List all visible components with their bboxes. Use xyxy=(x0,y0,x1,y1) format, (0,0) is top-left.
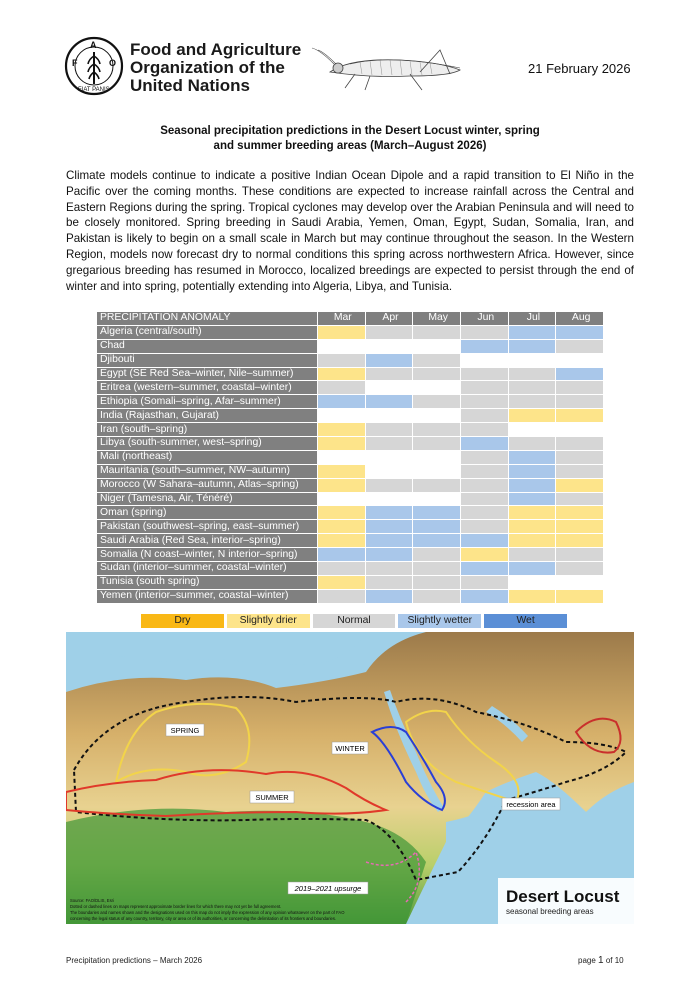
anomaly-cell xyxy=(461,534,508,547)
map-source-line-3: The boundaries and names shown and the designations used on this map do not imply the expression of any opinion whatsoever on the part of FAO xyxy=(70,910,345,915)
anomaly-cell xyxy=(366,562,413,575)
table-row xyxy=(97,520,603,533)
anomaly-cell xyxy=(509,368,556,381)
svg-text:SPRING: SPRING xyxy=(170,726,200,735)
anomaly-cell xyxy=(461,520,508,533)
month-header: Aug xyxy=(556,312,603,325)
month-header: May xyxy=(413,312,460,325)
legend-item: Slightly wetter xyxy=(398,614,481,628)
logo-letter-o: O xyxy=(109,58,117,68)
region-cell: Mali (northeast) xyxy=(97,451,317,464)
anomaly-cell xyxy=(556,340,603,353)
anomaly-cell xyxy=(318,381,365,394)
table-row xyxy=(97,562,603,575)
anomaly-cell xyxy=(509,534,556,547)
anomaly-cell xyxy=(556,437,603,450)
anomaly-cell xyxy=(413,506,460,519)
anomaly-cell xyxy=(461,590,508,603)
legend-item: Dry xyxy=(141,614,224,628)
svg-text:SUMMER: SUMMER xyxy=(255,793,289,802)
anomaly-cell xyxy=(509,493,556,506)
table-row xyxy=(97,576,603,589)
anomaly-cell xyxy=(509,381,556,394)
anomaly-cell xyxy=(556,451,603,464)
anomaly-cell xyxy=(509,520,556,533)
winter-label xyxy=(332,742,368,754)
anomaly-cell xyxy=(366,451,413,464)
anomaly-cell xyxy=(366,590,413,603)
anomaly-cell xyxy=(366,479,413,492)
table-row xyxy=(97,326,603,339)
table-row xyxy=(97,381,603,394)
anomaly-cell xyxy=(556,395,603,408)
region-cell: Somalia (N coast–winter, N interior–spring) xyxy=(97,548,317,561)
anomaly-cell xyxy=(461,395,508,408)
table-row xyxy=(97,590,603,603)
spring-label xyxy=(166,724,204,736)
svg-text:WINTER: WINTER xyxy=(335,744,365,753)
region-cell: Tunisia (south spring) xyxy=(97,576,317,589)
anomaly-cell xyxy=(318,479,365,492)
anomaly-cell xyxy=(509,451,556,464)
anomaly-legend xyxy=(141,614,567,628)
anomaly-cell xyxy=(461,437,508,450)
svg-text:recession area: recession area xyxy=(506,800,556,809)
region-cell: Niger (Tamesna, Air, Ténéré) xyxy=(97,493,317,506)
month-header: Jul xyxy=(509,312,556,325)
anomaly-cell xyxy=(318,437,365,450)
summer-label xyxy=(250,791,294,803)
anomaly-cell xyxy=(366,520,413,533)
month-header: Jun xyxy=(461,312,508,325)
region-cell: Eritrea (western–summer, coastal–winter) xyxy=(97,381,317,394)
anomaly-cell xyxy=(413,340,460,353)
anomaly-cell xyxy=(413,520,460,533)
anomaly-cell xyxy=(461,465,508,478)
map-brand-box xyxy=(498,878,634,924)
anomaly-cell xyxy=(413,368,460,381)
anomaly-cell xyxy=(556,493,603,506)
anomaly-cell xyxy=(556,409,603,422)
anomaly-cell xyxy=(318,576,365,589)
anomaly-cell xyxy=(413,465,460,478)
anomaly-cell xyxy=(413,590,460,603)
locust-illustration xyxy=(310,44,475,94)
anomaly-cell xyxy=(413,395,460,408)
anomaly-cell xyxy=(413,409,460,422)
month-header: Mar xyxy=(318,312,365,325)
anomaly-cell xyxy=(556,506,603,519)
title-line-1: Seasonal precipitation predictions in the Desert Locust winter, spring xyxy=(160,125,540,137)
anomaly-cell xyxy=(318,493,365,506)
anomaly-cell xyxy=(366,534,413,547)
anomaly-cell xyxy=(509,437,556,450)
region-cell: Djibouti xyxy=(97,354,317,367)
anomaly-cell xyxy=(461,409,508,422)
anomaly-cell xyxy=(509,576,556,589)
anomaly-cell xyxy=(556,576,603,589)
table-header-label: PRECIPITATION ANOMALY xyxy=(97,312,317,325)
table-row xyxy=(97,354,603,367)
region-cell: Egypt (SE Red Sea–winter, Nile–summer) xyxy=(97,368,317,381)
region-cell: Iran (south–spring) xyxy=(97,423,317,436)
table-body xyxy=(97,326,603,603)
anomaly-cell xyxy=(556,381,603,394)
anomaly-cell xyxy=(366,368,413,381)
anomaly-cell xyxy=(413,381,460,394)
anomaly-cell xyxy=(318,562,365,575)
region-cell: Saudi Arabia (Red Sea, interior–spring) xyxy=(97,534,317,547)
anomaly-cell xyxy=(413,354,460,367)
anomaly-cell xyxy=(413,437,460,450)
legend-item: Wet xyxy=(484,614,567,628)
anomaly-cell xyxy=(413,423,460,436)
breeding-areas-map xyxy=(66,632,634,924)
anomaly-cell xyxy=(509,395,556,408)
anomaly-cell xyxy=(509,326,556,339)
anomaly-cell xyxy=(556,590,603,603)
fao-logo xyxy=(64,36,124,96)
anomaly-cell xyxy=(461,423,508,436)
anomaly-cell xyxy=(509,423,556,436)
anomaly-cell xyxy=(556,562,603,575)
anomaly-cell xyxy=(461,493,508,506)
anomaly-cell xyxy=(509,548,556,561)
anomaly-cell xyxy=(509,409,556,422)
map-source-line-1: Source: FAO/DLIS, Esri xyxy=(70,898,114,903)
anomaly-cell xyxy=(461,368,508,381)
upsurge-label xyxy=(288,882,368,894)
anomaly-cell xyxy=(366,395,413,408)
anomaly-cell xyxy=(318,548,365,561)
anomaly-cell xyxy=(509,479,556,492)
map-source-line-4: concerning the legal status of any country, territory, city or area or of its authorities, or concerning the delimitation of its frontiers and boundaries. xyxy=(70,916,337,921)
precipitation-anomaly-table xyxy=(96,311,604,604)
anomaly-cell xyxy=(413,548,460,561)
table-row xyxy=(97,451,603,464)
anomaly-cell xyxy=(366,576,413,589)
anomaly-cell xyxy=(318,451,365,464)
month-header: Apr xyxy=(366,312,413,325)
anomaly-cell xyxy=(461,576,508,589)
legend-item: Slightly drier xyxy=(227,614,310,628)
org-name xyxy=(130,41,301,95)
region-cell: Yemen (interior–summer, coastal–winter) xyxy=(97,590,317,603)
anomaly-cell xyxy=(318,520,365,533)
svg-text:2019–2021 upsurge: 2019–2021 upsurge xyxy=(294,884,362,893)
map-brand-subtitle: seasonal breeding areas xyxy=(506,907,594,916)
table-row xyxy=(97,506,603,519)
table-row xyxy=(97,437,603,450)
anomaly-cell xyxy=(556,354,603,367)
anomaly-cell xyxy=(413,326,460,339)
page-of: of 10 xyxy=(605,956,624,965)
anomaly-cell xyxy=(413,451,460,464)
region-cell: Sudan (interior–summer, coastal–winter) xyxy=(97,562,317,575)
table-header-row xyxy=(97,312,603,325)
page-num: 1 xyxy=(598,955,604,966)
table-row xyxy=(97,534,603,547)
region-cell: Libya (south-summer, west–spring) xyxy=(97,437,317,450)
anomaly-cell xyxy=(556,520,603,533)
anomaly-cell xyxy=(461,340,508,353)
region-cell: Chad xyxy=(97,340,317,353)
page-number xyxy=(578,955,624,966)
anomaly-cell xyxy=(556,479,603,492)
map-source-line-2: Dotted or dashed lines on maps represent approximate border lines for which there may not yet be full agreement. xyxy=(70,904,282,909)
table-row xyxy=(97,340,603,353)
logo-letter-a: A xyxy=(90,40,97,50)
anomaly-cell xyxy=(318,340,365,353)
anomaly-cell xyxy=(556,548,603,561)
table-row xyxy=(97,423,603,436)
anomaly-cell xyxy=(366,423,413,436)
anomaly-cell xyxy=(509,590,556,603)
logo-letter-f: F xyxy=(72,58,78,68)
anomaly-cell xyxy=(461,354,508,367)
anomaly-cell xyxy=(366,381,413,394)
anomaly-cell xyxy=(413,493,460,506)
anomaly-cell xyxy=(413,534,460,547)
anomaly-cell xyxy=(556,534,603,547)
legend-item: Normal xyxy=(313,614,396,628)
anomaly-cell xyxy=(366,409,413,422)
anomaly-cell xyxy=(413,576,460,589)
anomaly-cell xyxy=(366,506,413,519)
anomaly-cell xyxy=(461,506,508,519)
anomaly-cell xyxy=(318,368,365,381)
anomaly-cell xyxy=(556,423,603,436)
anomaly-cell xyxy=(413,562,460,575)
anomaly-cell xyxy=(509,506,556,519)
region-cell: India (Rajasthan, Gujarat) xyxy=(97,409,317,422)
table-row xyxy=(97,479,603,492)
anomaly-cell xyxy=(366,437,413,450)
anomaly-cell xyxy=(461,562,508,575)
anomaly-cell xyxy=(366,465,413,478)
anomaly-cell xyxy=(318,354,365,367)
anomaly-cell xyxy=(318,465,365,478)
anomaly-cell xyxy=(318,395,365,408)
document-title xyxy=(0,124,700,154)
intro-paragraph: Climate models continue to indicate a positive Indian Ocean Dipole and a rapid transition to El Niño in the Pacific over the coming months. These conditions are expected to increase rainfall across the Central and Eastern Regions during the spring. Tropical cyclones may develop over the Arabian Peninsula and will need to be closely monitored. Spring breeding in Saudi Arabia, Yemen, Oman, Egypt, Sudan, Somalia, Iran, and Pakistan is likely to begin on a small scale in March but may continue throughout the season. In the Western Region, models now forecast dry to normal conditions this spring across northwestern Africa. However, since gregarious breeding has resumed in Morocco, localized breedings are expected to persist through the end of winter and into spring, potentially extending into Algeria, Libya, and Tunisia. xyxy=(66,169,634,293)
page-word: page xyxy=(578,956,596,965)
anomaly-cell xyxy=(461,451,508,464)
table-row xyxy=(97,368,603,381)
anomaly-cell xyxy=(366,354,413,367)
anomaly-cell xyxy=(461,326,508,339)
anomaly-cell xyxy=(318,534,365,547)
footer-title: Precipitation predictions – March 2026 xyxy=(66,956,203,965)
anomaly-cell xyxy=(413,479,460,492)
anomaly-cell xyxy=(318,423,365,436)
region-cell: Ethiopia (Somali–spring, Afar–summer) xyxy=(97,395,317,408)
region-cell: Oman (spring) xyxy=(97,506,317,519)
region-cell: Algeria (central/south) xyxy=(97,326,317,339)
region-cell: Pakistan (southwest–spring, east–summer) xyxy=(97,520,317,533)
anomaly-cell xyxy=(366,340,413,353)
recession-area-label xyxy=(502,798,560,810)
anomaly-cell xyxy=(556,465,603,478)
table-row xyxy=(97,395,603,408)
anomaly-cell xyxy=(509,340,556,353)
map-brand-title: Desert Locust xyxy=(506,887,620,906)
org-line-2: Organization of the xyxy=(130,58,285,77)
table-row xyxy=(97,493,603,506)
anomaly-cell xyxy=(318,409,365,422)
org-line-3: United Nations xyxy=(130,76,250,95)
anomaly-cell xyxy=(509,562,556,575)
anomaly-cell xyxy=(318,326,365,339)
region-cell: Morocco (W Sahara–autumn, Atlas–spring) xyxy=(97,479,317,492)
logo-motto: FIAT PANIS xyxy=(78,87,110,93)
table-row xyxy=(97,409,603,422)
anomaly-cell xyxy=(366,548,413,561)
anomaly-cell xyxy=(509,354,556,367)
title-line-2: and summer breeding areas (March–August 2026) xyxy=(213,140,487,152)
table-row xyxy=(97,548,603,561)
document-date: 21 February 2026 xyxy=(528,61,631,76)
anomaly-cell xyxy=(366,493,413,506)
anomaly-cell xyxy=(461,479,508,492)
anomaly-cell xyxy=(318,590,365,603)
anomaly-cell xyxy=(366,326,413,339)
anomaly-cell xyxy=(461,381,508,394)
anomaly-cell xyxy=(318,506,365,519)
table-row xyxy=(97,465,603,478)
org-line-1: Food and Agriculture xyxy=(130,40,302,59)
anomaly-cell xyxy=(556,368,603,381)
anomaly-cell xyxy=(461,548,508,561)
anomaly-cell xyxy=(556,326,603,339)
region-cell: Mauritania (south–summer, NW–autumn) xyxy=(97,465,317,478)
anomaly-cell xyxy=(509,465,556,478)
